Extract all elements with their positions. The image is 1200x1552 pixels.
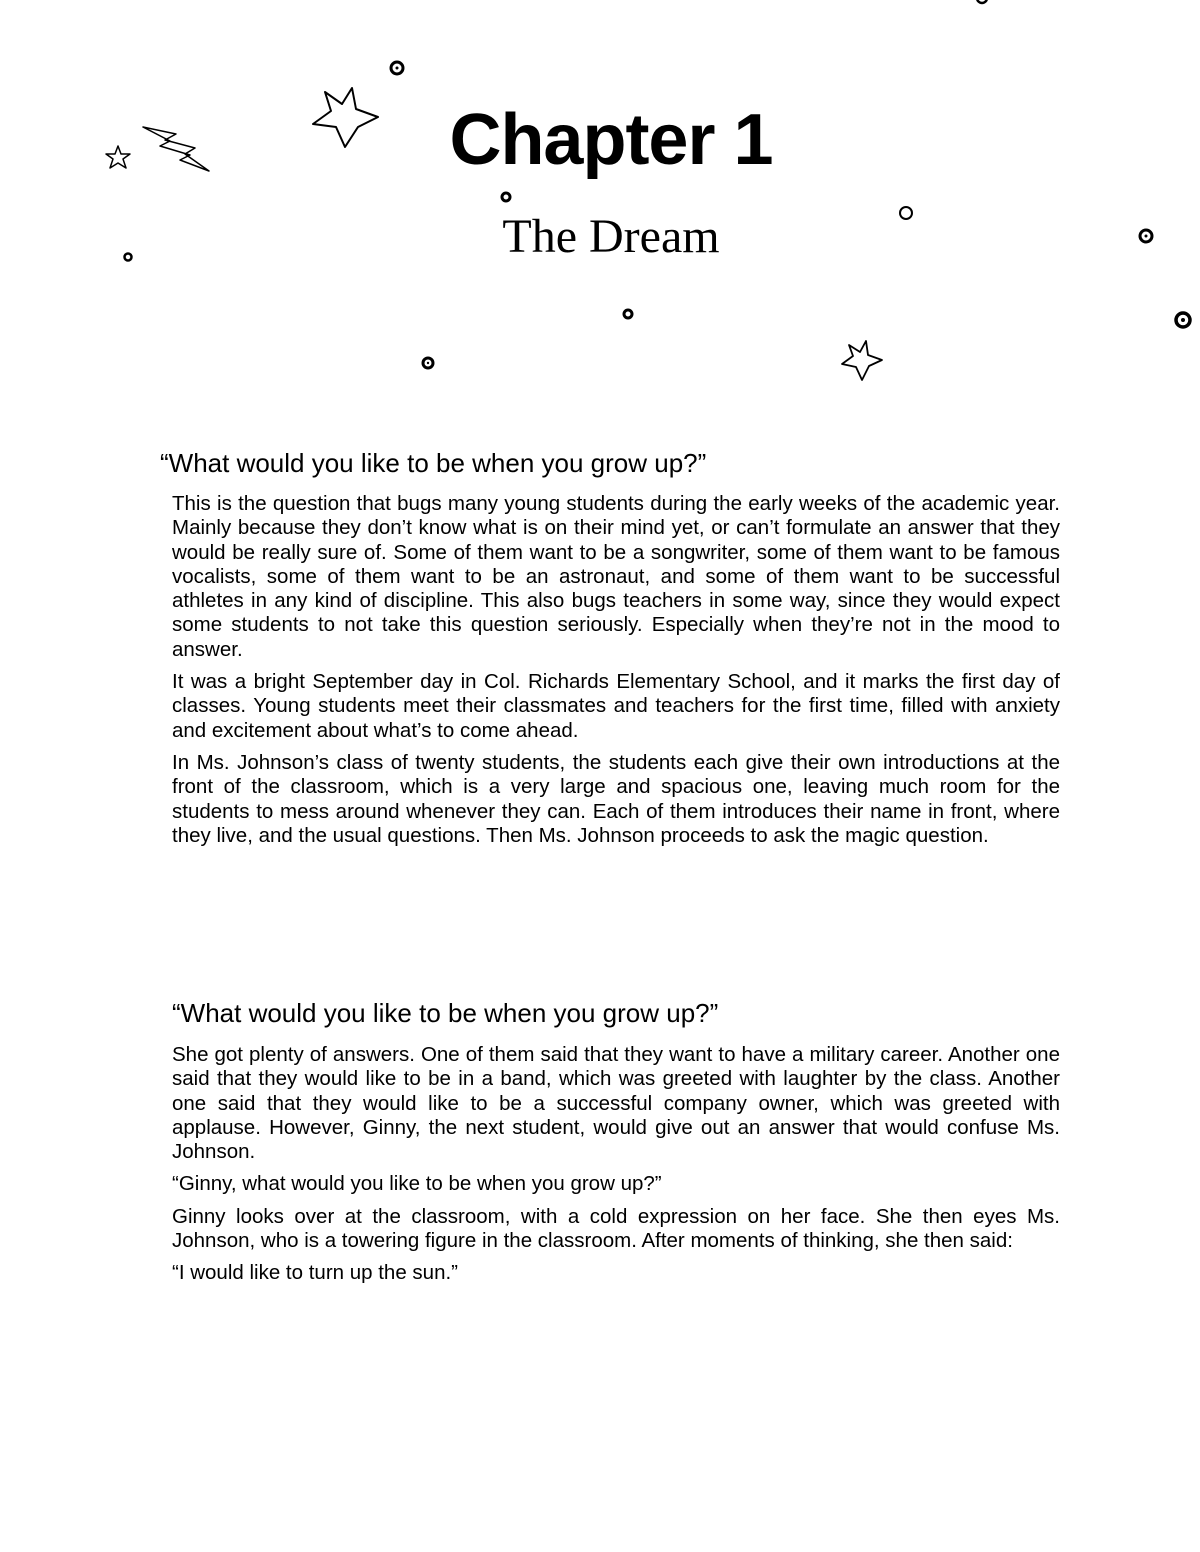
dot-icon: [1176, 313, 1190, 327]
dot-icon: [391, 62, 403, 74]
opening-question: “What would you like to be when you grow up?”: [160, 448, 707, 478]
dialogue-line: “I would like to turn up the sun.”: [172, 1261, 459, 1285]
dot-icon: [624, 310, 632, 318]
paragraph: It was a bright September day in Col. Richards Elementary School, and it marks the first day of classes. Young students meet their classmates and teachers for the first time, filled with anxiety and excitement about what’s to come ahead.: [172, 670, 1060, 742]
chapter-title: Chapter 1: [449, 100, 773, 180]
section-one-body: [172, 492, 1060, 856]
dot-icon: [977, 0, 987, 3]
dot-icon: [423, 358, 433, 368]
repeated-question: “What would you like to be when you grow up?”: [172, 998, 719, 1028]
paragraph: She got plenty of answers. One of them said that they want to have a military career. Another one said that they would like to be in a band, which was greeted with laughter by the class. Another one said that they would like to be a successful company owner, which was greeted with applause. However, Ginny, the next student, would give out an answer that would confuse Ms. Johnson.: [172, 1043, 1060, 1164]
section-two-body: [172, 1043, 1060, 1294]
dot-icon: [502, 193, 510, 201]
paragraph: In Ms. Johnson’s class of twenty students, the students each give their own introductions at the front of the classroom, which is a very large and spacious one, leaving much room for the students to mess around whenever they can. Each of them introduces their name in front, where they live, and the usual questions. Then Ms. Johnson proceeds to ask the magic question.: [172, 750, 1060, 847]
paragraph: Ginny looks over at the classroom, with a cold expression on her face. She then eyes Ms. Johnson, who is a towering figure in the classroom. After moments of thinking, she then said:: [172, 1204, 1060, 1253]
paragraph: This is the question that bugs many young students during the early weeks of the academic year. Mainly because they don’t know what is on their mind yet, or can’t formulate an answer that they would be really sure of. Some of them want to be a songwriter, some of them want to be famous vocalists, some of them want to be an astronaut, and some of them want to be successful athletes in any kind of discipline. This also bugs teachers in some way, since they would expect some students to not take this question seriously. Especially when they’re not in the mood to answer.: [172, 492, 1060, 661]
chapter-subtitle: The Dream: [502, 210, 720, 263]
star-icon: [842, 341, 882, 380]
dialogue-line: “Ginny, what would you like to be when you grow up?”: [172, 1172, 662, 1196]
